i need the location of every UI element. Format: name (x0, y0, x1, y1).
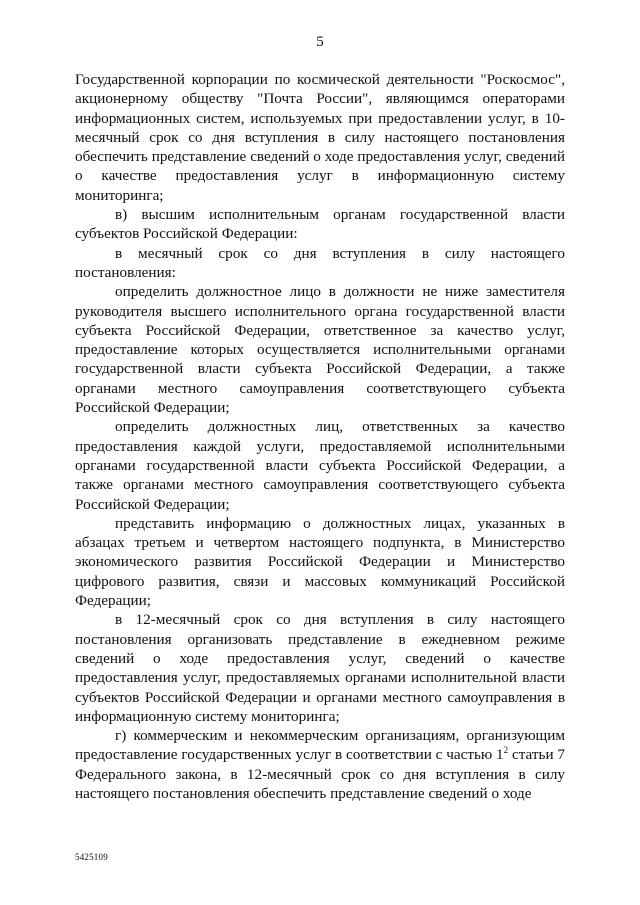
paragraph-subpoint-g (75, 726, 565, 803)
footer-document-code: 5425109 (75, 852, 108, 862)
paragraph-roscosmos-post: Государственной корпорации по космической деятельности "Роскосмос", акционерному обществу "Почта России", являющимся операторами информационных систем, используемых при предоставлении услуг, в 10-месячный срок со дня вступления в силу настоящего постановления обеспечить представление сведений о ходе предоставления услуг, сведений о качестве предоставления услуг в информационную систему мониторинга; (75, 71, 565, 204)
paragraph-deputy-official: определить должностное лицо в должности не ниже заместителя руководителя высшего исполнительного органа государственной власти субъекта Российской Федерации, ответственное за качество услуг, предоставление которых осуществляется исполнительными органами государственной власти субъекта Российской Федерации, а также органами местного самоуправления соответствующего субъекта Российской Федерации; (75, 283, 565, 417)
paragraph-monthly-term: в месячный срок со дня вступления в силу настоящего постановления: (75, 244, 565, 281)
paragraph-subpoint-v: в) высшим исполнительным органам государственной власти субъектов Российской Федерации: (75, 206, 565, 243)
paragraph-submit-information: представить информацию о должностных лицах, указанных в абзацах третьем и четвертом настоящего подпункта, в Министерство экономического развития Российской Федерации и Министерство цифрового развития, связи и массовых коммуникаций Российской Федерации; (75, 514, 565, 610)
superscript-2: 2 (503, 745, 509, 756)
subpoint-g-text-end: статьи 7 Федерального закона, в 12-месячный срок со дня вступления в силу настоящего постановления обеспечить представление сведений о ходе (75, 746, 565, 802)
subpoint-g-text-start: г) коммерческим и некоммерческим организациям, организующим предоставление государственных услуг в соответствии с частью 1 (75, 727, 565, 764)
page-number: 5 (316, 34, 324, 50)
paragraph-responsible-officials: определить должностных лиц, ответственных за качество предоставления каждой услуги, предоставляемой исполнительными органами государственной власти субъекта Российской Федерации, а также органами местного самоуправления соответствующего субъекта Российской Федерации; (75, 418, 565, 513)
document-body (75, 70, 565, 803)
paragraph-12-month-term: в 12-месячный срок со дня вступления в силу настоящего постановления организовать представление в ежедневном режиме сведений о ходе предоставления услуг, сведений о качестве предоставления услуг, предоставляемых органами исполнительной власти субъектов Российской Федерации и органами местного самоуправления в информационную систему мониторинга; (75, 611, 565, 725)
